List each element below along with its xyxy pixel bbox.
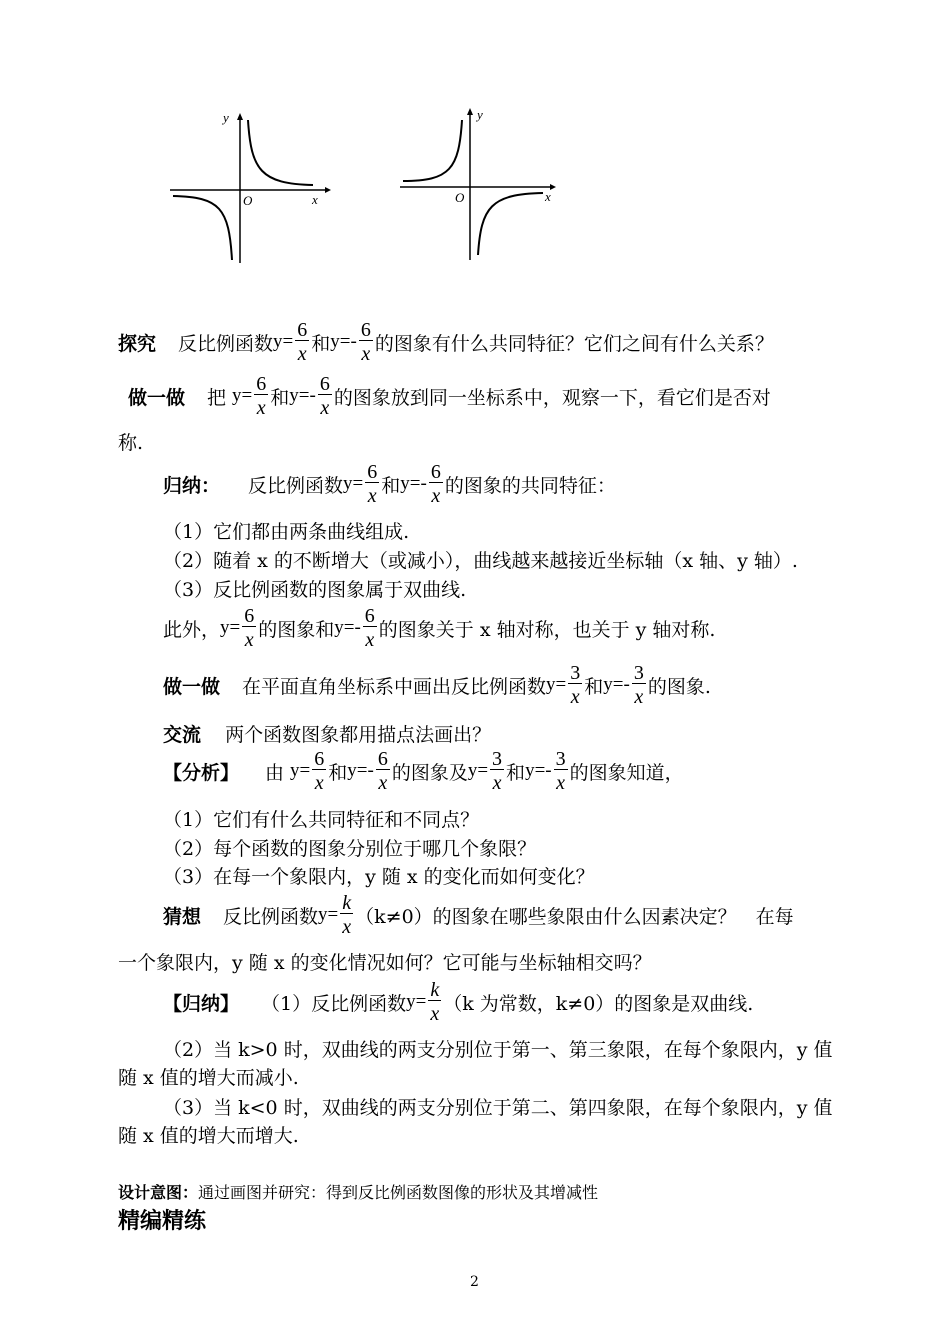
left-y-label: y	[223, 110, 229, 125]
doit2-paragraph: 做一做 在平面直角坐标系中画出反比例函数 y= $\frac{3}{x}$ 和 y=- $\frac{3}{x}$ 的图象.	[163, 662, 711, 708]
summary2-paragraph: 【归纳】 （1）反比例函数 y= $\frac{k}{x}$ （k 为常数，k≠0）的图象是双曲线.	[163, 979, 754, 1025]
explore-paragraph: 探究 反比例函数 y= $\frac{6}{x}$ 和 y=- $\frac{6}{x}$ 的图象有什么共同特征？它们之间有什么关系？	[118, 319, 774, 365]
fraction: $\frac{6}{x}$	[256, 373, 267, 419]
left-x-label: x	[312, 192, 318, 207]
section-title: 精编精练	[118, 1209, 207, 1234]
summary1-paragraph: 归纳： 反比例函数 y= $\frac{6}{x}$ 和 y=- $\frac{6}{x}$ 的图象的共同特征：	[163, 461, 616, 507]
point2-item-2: （2）每个函数的图象分别位于哪几个象限？	[163, 838, 537, 860]
point1-item-1: （1）它们都由两条曲线组成.	[163, 521, 410, 543]
point2-item-1: （1）它们有什么共同特征和不同点？	[163, 809, 480, 831]
fraction: $\frac{k}{x}$	[342, 892, 352, 938]
fraction: $\frac{6}{x}$	[244, 605, 255, 651]
page-number: 2	[470, 1274, 479, 1290]
analysis-paragraph: 【分析】 由 y= $\frac{6}{x}$ 和 y=- $\frac{6}{x}$ 的图象及 y= $\frac{3}{x}$ 和 y=- $\frac{3}{x}$ 的图象知道，	[163, 748, 684, 794]
design-label: 设计意图：	[118, 1183, 199, 1202]
design-intent: 设计意图：通过画图并研究：得到反比例函数图像的形状及其增减性	[118, 1183, 599, 1202]
guess-continuation: 一个象限内，y 随 x 的变化情况如何？它可能与坐标轴相交吗？	[118, 952, 652, 974]
analysis-label: 【分析】	[163, 761, 240, 784]
point1-item-3: （3）反比例函数的图象属于双曲线.	[163, 579, 467, 601]
left-origin-label: O	[243, 193, 253, 208]
guess-paragraph: 猜想 反比例函数 y= $\frac{k}{x}$ （k≠0）的图象在哪些象限由什么因素决定？ 在每	[163, 892, 794, 938]
fraction: $\frac{6}{x}$	[377, 748, 388, 794]
summary2-point3-line2: 随 x 值的增大而增大.	[118, 1125, 299, 1147]
fraction: $\frac{6}{x}$	[360, 319, 371, 365]
fraction: $\frac{6}{x}$	[364, 605, 375, 651]
point1-item-2: （2）随着 x 的不断增大（或减小），曲线越来越接近坐标轴（x 轴、y 轴）.	[163, 550, 798, 572]
fraction: $\frac{6}{x}$	[319, 373, 330, 419]
doit1-continuation: 称.	[118, 432, 144, 454]
right-y-label: y	[477, 107, 483, 122]
summary2-label: 【归纳】	[163, 992, 240, 1015]
fraction: $\frac{3}{x}$	[492, 748, 503, 794]
fraction: $\frac{6}{x}$	[367, 461, 378, 507]
fraction: $\frac{3}{x}$	[633, 662, 644, 708]
doit2-label: 做一做	[163, 675, 221, 698]
fraction: $\frac{6}{x}$	[430, 461, 441, 507]
explore-label: 探究	[118, 332, 157, 355]
doit1-paragraph: 做一做 把 y= $\frac{6}{x}$ 和 y=- $\frac{6}{x}$ 的图象放到同一坐标系中，观察一下，看它们是否对	[128, 373, 771, 419]
guess-label: 猜想	[163, 905, 202, 928]
summary2-point2-line2: 随 x 值的增大而减小.	[118, 1067, 299, 1089]
doit1-label: 做一做	[128, 386, 186, 409]
right-origin-label: O	[455, 190, 465, 205]
right-x-label: x	[545, 189, 551, 204]
summary2-point2-line1: （2）当 k>0 时，双曲线的两支分别位于第一、第三象限，在每个象限内，y 值	[163, 1039, 833, 1061]
fraction: $\frac{6}{x}$	[297, 319, 308, 365]
fraction: $\frac{3}{x}$	[570, 662, 581, 708]
point2-item-3: （3）在每一个象限内，y 随 x 的变化而如何变化？	[163, 866, 595, 888]
exchange-label: 交流	[163, 724, 202, 746]
fraction: $\frac{6}{x}$	[314, 748, 325, 794]
graph-positive-k	[165, 108, 335, 268]
graph-negative-k	[395, 105, 565, 265]
fraction: $\frac{3}{x}$	[555, 748, 566, 794]
summary2-point3-line1: （3）当 k<0 时，双曲线的两支分别位于第二、第四象限，在每个象限内，y 值	[163, 1097, 833, 1119]
exchange-paragraph: 交流 两个函数图象都用描点法画出？	[163, 724, 492, 746]
fraction: $\frac{k}{x}$	[430, 979, 440, 1025]
besides-paragraph: 此外， y= $\frac{6}{x}$ 的图象和 y=- $\frac{6}{x}$ 的图象关于 x 轴对称，也关于 y 轴对称.	[163, 605, 716, 651]
summary1-label: 归纳：	[163, 474, 221, 497]
